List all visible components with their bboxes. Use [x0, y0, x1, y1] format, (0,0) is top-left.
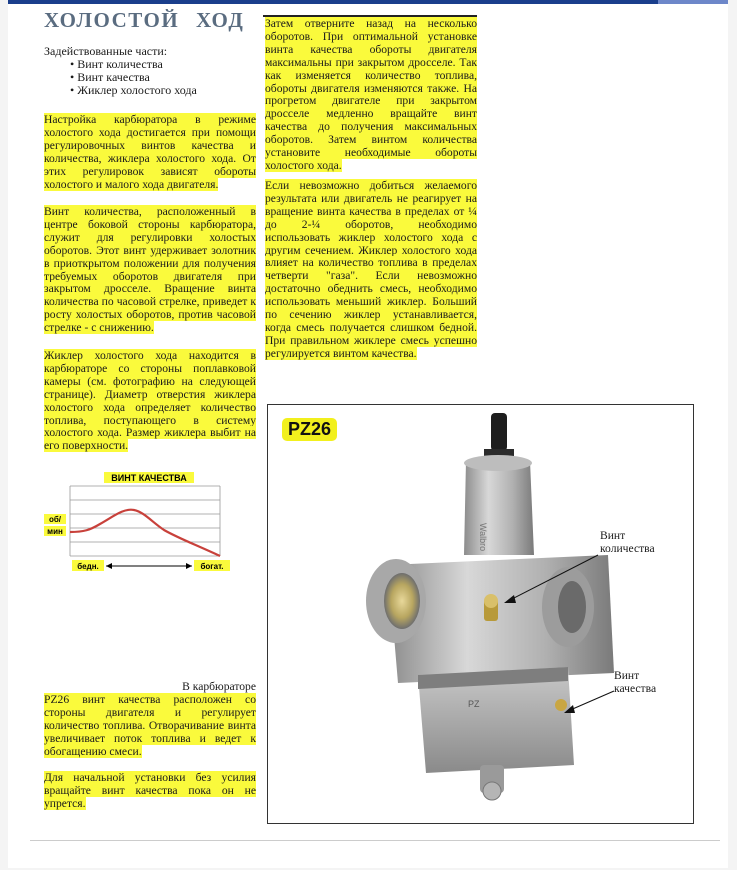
- drain-screw: [483, 782, 501, 800]
- paragraph-text: Настройка карбюратора в режиме холостого хода достигается при помощи регулировочных винтов качества и количества, жиклера холостого хода. От этих регулировок зависят обороты холостого и малого хода двигателя.: [44, 113, 256, 191]
- graph-ylabel-1: об/: [48, 515, 62, 524]
- graph-x-arrow-right: [186, 563, 192, 569]
- paragraph-idle-jet: [44, 350, 256, 453]
- carburetor-image: [268, 405, 693, 823]
- callout-text: Винт: [614, 669, 640, 682]
- brand-text: Walbro: [478, 523, 488, 552]
- paragraph-jet-replace: [265, 180, 477, 361]
- parts-item: • Жиклер холостого хода: [70, 84, 280, 97]
- carburetor-note: В карбюраторе: [182, 680, 256, 693]
- parts-heading: Задействованные части:: [44, 44, 168, 58]
- top-bar: [8, 0, 728, 4]
- paragraph-text: Если невозможно добиться желаемого результата или двигатель не реагирует на вращение винта качества в пределах от ¼ до 2-¼ оборотов, необходимо использовать жиклер холостого хода с другим сечением. Жиклер холостого хода влияет на количество топлива в пределах четверти "газа". Если невозможно достаточно обеднить смесь, необходимо использовать меньший жиклер. Больший по сечению жиклер устанавливается, когда смесь получается слишком бедной. При правильном жиклере смесь успешно регулируется винтом качества.: [265, 179, 477, 360]
- paragraph-text: Для начальной установки без усилия вращайте винт качества пока он не упрется.: [44, 771, 256, 810]
- page: [8, 0, 728, 868]
- cable-adjuster: [491, 413, 507, 451]
- graph-xlabel-left: бедн.: [77, 562, 99, 571]
- parts-item: • Винт количества: [70, 58, 280, 71]
- intake-bore: [384, 573, 420, 629]
- paragraph-initial-setup: [44, 772, 256, 811]
- top-bar-cap: [658, 0, 728, 4]
- graph-ylabel-2: мин: [47, 527, 63, 536]
- paragraph-pz26: [44, 694, 256, 759]
- callout-text: количества: [600, 542, 655, 555]
- paragraph-quality-adjust: [265, 18, 477, 173]
- paragraph-text: Жиклер холостого хода находится в карбюраторе со стороны поплавковой камеры (см. фотографию на следующей странице). Диаметр отверстия жиклера холостого хода определяет количество топлива, поступающего в систему холостого хода. Размер жиклера выбит на его поверхности.: [44, 349, 256, 453]
- model-badge: PZ26: [282, 418, 337, 441]
- flange-bore: [558, 581, 586, 633]
- callout-quality-screw: [614, 669, 656, 695]
- paragraph-quantity-screw: [44, 206, 256, 335]
- quality-screw: [555, 699, 567, 711]
- callout-text: Винт: [600, 529, 626, 542]
- slide-tower: [464, 461, 534, 555]
- paragraph-text: PZ26 винт качества расположен со стороны двигателя и регулирует количество топлива. Отворачивание винта увеличивает поток топлива и ведет к обогащению смеси.: [44, 693, 256, 758]
- callout-line-2: [568, 691, 614, 711]
- parts-item: • Винт качества: [70, 71, 280, 84]
- bottom-rule: [30, 840, 720, 841]
- graph-title: ВИНТ КАЧЕСТВА: [111, 473, 187, 483]
- page-title: ХОЛОСТОЙ ХОД: [44, 8, 245, 32]
- carburetor-photo-box: [267, 404, 694, 824]
- parts-list: [44, 58, 280, 97]
- model-text: PZ: [468, 699, 480, 709]
- tower-top: [464, 455, 532, 471]
- quality-screw-graph: [44, 472, 236, 576]
- callout-text: качества: [614, 682, 657, 695]
- paragraph-idle-setup: [44, 114, 256, 191]
- callout-quantity-screw: [600, 529, 655, 555]
- graph-x-arrow-left: [106, 563, 112, 569]
- graph-xlabel-right: богат.: [200, 562, 224, 571]
- paragraph-text: Затем отверните назад на несколько оборотов. При оптимальной установке винта качества обороты двигателя максимальны при закрытом дросселе. Так как изменяется количество топлива, обороты двигателя изменяются также. На прогретом двигателе при закрытом дросселе медленно вращайте винт качества до получения максимальных оборотов. Затем винтом количества установите необходимые обороты холостого хода.: [265, 17, 477, 172]
- quantity-screw-head: [484, 594, 498, 608]
- paragraph-text: Винт количества, расположенный в центре боковой стороны карбюратора, служит для регулировки холостых оборотов. Этот винт удерживает золотник в приоткрытом положении для получения требуемых оборотов двигателя при закрытом дросселе. Вращение винта количества по часовой стрелке, приведет к росту холостых оборотов, против часовой стрелке - с снижению.: [44, 205, 256, 335]
- graph-curve: [70, 510, 220, 556]
